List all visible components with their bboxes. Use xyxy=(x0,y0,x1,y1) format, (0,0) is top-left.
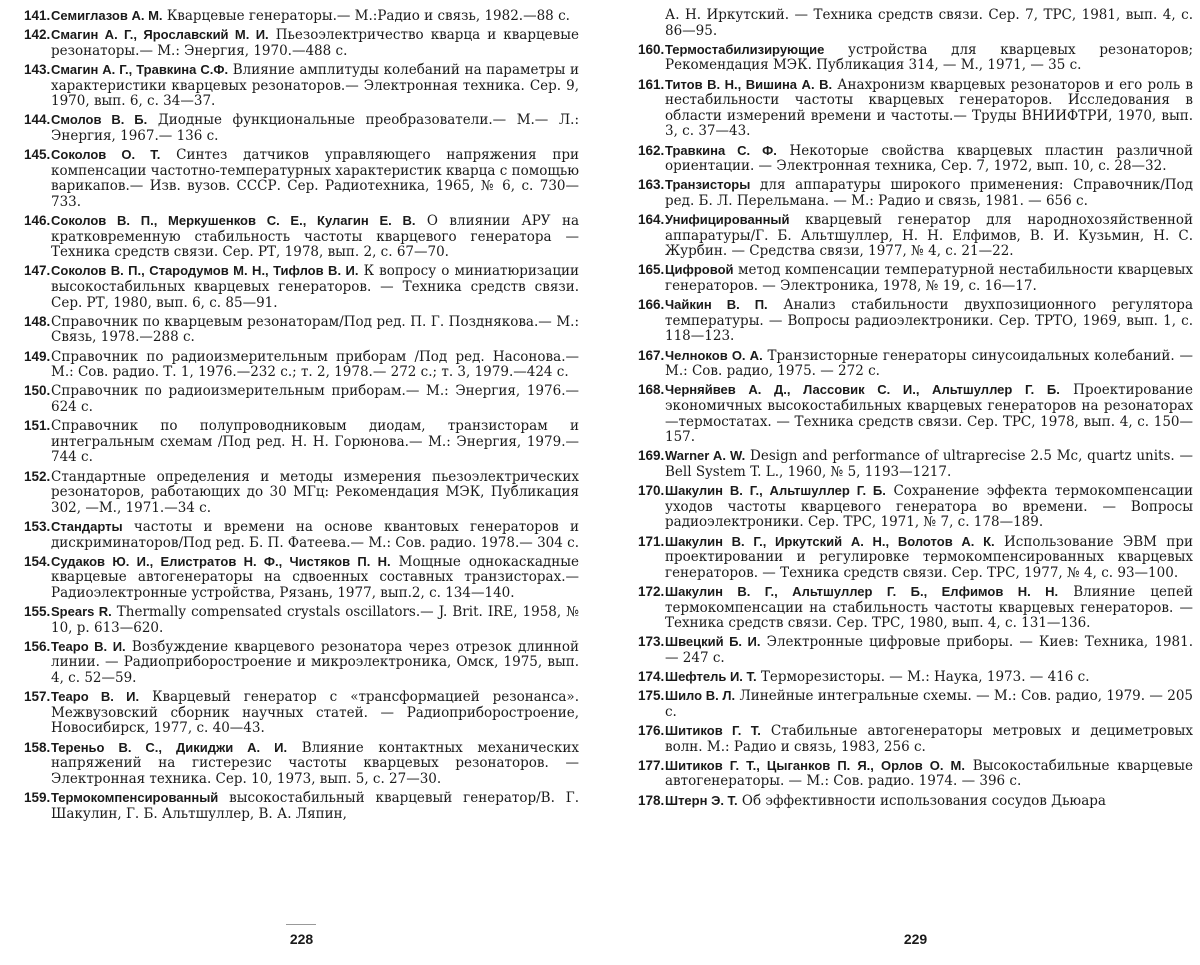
bibliography-entry xyxy=(24,27,579,59)
entry-text: частоты и времени на основе квантовых генераторов и дискриминаторов/Под ред. Б. П. Фатеева.— М.: Сов. радио. 1978.— 304 с. xyxy=(51,518,579,551)
bibliography-entry xyxy=(638,634,1193,666)
entry-text: Использование ЭВМ при проектировании и регулировке термокомпенсированных кварцевых генераторов. — Техника средств связи. Сер. ТРС, 1977, № 4, с. 93—100. xyxy=(665,533,1193,581)
entry-text: Влияние контактных механических напряжений на гистерезис частоты кварцевых резонаторов. — Электронная техника. Сер. 10, 1973, вып. 5, с. 27—30. xyxy=(51,739,579,787)
entry-text: Анализ стабильности двухпозиционного регулятора температуры. — Вопросы радиоэлектроники. Сер. ТРТО, 1969, вып. 1, с. 118—123. xyxy=(665,297,1193,345)
entry-authors: Швецкий Б. И. xyxy=(665,634,761,650)
entry-text: Справочник по кварцевым резонаторам/Под ред. П. Г. Позднякова.— М.: Связь, 1978.—288 с. xyxy=(51,313,579,346)
bibliography-entry xyxy=(24,147,579,210)
bibliography-entry xyxy=(24,519,579,551)
entry-number: 154. xyxy=(24,553,51,569)
entry-authors: Шитиков Г. Т., Цыганков П. Я., Орлов О. М. xyxy=(665,757,965,773)
entry-number: 158. xyxy=(24,739,51,755)
entry-text: Возбуждение кварцевого резонатора через отрезок длинной линии. — Радиоприборостроение и микроэлектроника, Омск, 1975, вып. 4, с. 52—59. xyxy=(51,638,579,687)
entry-number: 175. xyxy=(638,688,665,704)
entry-number: 168. xyxy=(638,382,665,398)
entry-text: Design and performance of ultraprecise 2.5 Mc, quartz units. — Bell System T. L., 1960, № 5, 1193—1217. xyxy=(665,448,1193,480)
entry-authors: Унифицированный xyxy=(665,212,790,228)
entry-text: Кварцевый генератор с «трансформацией резонанса». Межвузовский сборник научных статей. — Радиоприборостроение, Новосибирск, 1977, с. 40—43. xyxy=(51,689,579,737)
entry-number: 161. xyxy=(638,76,665,92)
entry-number: 176. xyxy=(638,723,665,739)
bibliography-entry xyxy=(638,483,1193,531)
bibliography-entry xyxy=(638,262,1193,294)
entry-number: 160. xyxy=(638,41,665,57)
entry-number: 147. xyxy=(24,263,51,279)
entry-text: Справочник по радиоизмерительным приборам.— М.: Энергия, 1976.— 624 с. xyxy=(51,383,579,415)
entry-number: 159. xyxy=(24,790,51,805)
entry-number: 153. xyxy=(24,518,51,534)
bibliography-entry xyxy=(638,584,1193,632)
bibliography-entry xyxy=(24,790,579,822)
entry-authors: Соколов О. Т. xyxy=(51,147,161,163)
entry-authors: Термокомпенсированный xyxy=(51,790,219,805)
bibliography-entry xyxy=(638,448,1193,480)
bibliography-entry xyxy=(638,77,1193,140)
entry-number: 164. xyxy=(638,212,665,228)
bibliography-entry xyxy=(24,314,579,346)
bibliography-entry xyxy=(638,42,1193,74)
entry-text: Некоторые свойства кварцевых пластин различной ориентации. — Электронная техника, Сер. 7, 1972, вып. 10, с. 28—32. xyxy=(665,142,1193,175)
entry-text: Транзисторные генераторы синусоидальных колебаний. — М.: Сов. радио, 1975. — 272 с. xyxy=(665,347,1193,380)
bibliography-entry xyxy=(24,604,579,636)
bibliography-entry xyxy=(24,740,579,788)
entry-number: 169. xyxy=(638,448,665,464)
bibliography-entry xyxy=(24,383,579,415)
entry-text: Стандартные определения и методы измерения пьезоэлектрических резонаторов, работающих до 30 МГц: Рекомендация МЭК, Публикация 302, —М., 1971.—34 с. xyxy=(51,468,579,516)
entry-number: 142. xyxy=(24,27,51,43)
bibliography-entry xyxy=(24,349,579,381)
entry-authors: Шефтель И. Т. xyxy=(665,669,757,685)
entry-number: 145. xyxy=(24,147,51,163)
entry-authors: Семиглазов А. М. xyxy=(51,8,163,23)
entry-authors: Челноков О. А. xyxy=(665,347,763,363)
bibliography-entry xyxy=(24,8,579,25)
entry-text: Справочник по радиоизмерительным приборам /Под ред. Насонова.— М.: Сов. радио. Т. 1, 1976.—232 с.; т. 2, 1978.— 272 с.; т. 3, 1979.—424 с. xyxy=(51,348,579,381)
bibliography-entry xyxy=(638,688,1193,720)
entry-authors: Теаро В. И. xyxy=(51,689,140,705)
entry-text: Влияние цепей термокомпенсации на стабильность частоты кварцевых генераторов. — Техника средств связи. Сер. ТРС, 1980, вып. 4, с. 131—136. xyxy=(665,583,1193,632)
entry-authors: Warner A. W. xyxy=(665,448,746,464)
entry-authors: Шакулин В. Г., Иркутский А. Н., Волотов А. К. xyxy=(665,533,995,549)
right-page-bibliography xyxy=(638,8,1193,923)
left-page-bibliography xyxy=(24,8,579,923)
entry-authors: Стандарты xyxy=(51,518,123,534)
bibliography-entry xyxy=(24,112,579,144)
entry-text: высокостабильный кварцевый генератор/В. Г. Шакулин, Г. Б. Альтшуллер, В. А. Ляпин, xyxy=(51,790,579,822)
bibliography-entry xyxy=(24,62,579,110)
entry-text: кварцевый генератор для народнохозяйственной аппаратуры/Г. Б. Альтшуллер, Н. Н. Елфимов, В. И. Кузьмин, Н. С. Журбин. — Средства связи, 1977, № 4, с. 21—22. xyxy=(665,212,1193,260)
entry-text: Терморезисторы. — М.: Наука, 1973. — 416 с. xyxy=(756,669,1090,686)
right-page xyxy=(638,8,1193,958)
entry-text: Мощные однокаскадные кварцевые автогенераторы на сдвоенных составных транзисторах.— Радиоэлектронные устройства, Рязань, 1977, вып.2, с. 134—140. xyxy=(51,553,579,601)
entry-authors: Травкина С. Ф. xyxy=(665,142,777,158)
entry-number: 150. xyxy=(24,383,51,399)
bibliography-entry xyxy=(24,213,579,261)
entry-text: Высокостабильные кварцевые автогенераторы. — М.: Сов. радио. 1974. — 396 с. xyxy=(665,757,1193,790)
entry-number: 178. xyxy=(638,792,665,808)
bibliography-entry xyxy=(638,534,1193,582)
entry-number: 143. xyxy=(24,61,51,77)
entry-number: 177. xyxy=(638,757,665,773)
entry-number: 151. xyxy=(24,418,51,434)
entry-number: 144. xyxy=(24,112,51,128)
entry-number: 173. xyxy=(638,634,665,650)
entry-text: Диодные функциональные преобразователи.— М.— Л.: Энергия, 1967.— 136 с. xyxy=(51,112,579,144)
entry-number: 171. xyxy=(638,533,665,549)
bibliography-entry xyxy=(638,669,1193,686)
bibliography-entry xyxy=(638,177,1193,209)
entry-authors: Смагин А. Г., Ярославский М. И. xyxy=(51,27,269,43)
entry-text: Сохранение эффекта термокомпенсации уходов частоты кварцевого генератора во времени. — Вопросы радиоэлектроники. Сер. ТРС, 1971, № 7, с. 178—189. xyxy=(665,483,1193,531)
entry-text: Стабильные автогенераторы метровых и дециметровых волн. М.: Радио и связь, 1983, 256 с. xyxy=(665,723,1193,755)
page-number: 228 xyxy=(289,931,314,947)
entry-number: 172. xyxy=(638,583,665,599)
entry-number: 152. xyxy=(24,468,51,484)
entry-text: устройства для кварцевых резонаторов; Рекомендация МЭК. Публикация 314, — М., 1971, — 35 с. xyxy=(665,41,1193,74)
entry-authors: Шитиков Г. Т. xyxy=(665,723,761,739)
entry-text: Пьезоэлектричество кварца и кварцевые резонаторы.— М.: Энергия, 1970.—488 с. xyxy=(51,27,579,59)
entry-number: 146. xyxy=(24,213,51,229)
entry-authors: Шило В. Л. xyxy=(665,688,736,704)
entry-authors: Штерн Э. Т. xyxy=(665,792,738,808)
entry-text: Электронные цифровые приборы. — Киев: Техника, 1981. — 247 с. xyxy=(665,634,1193,666)
entry-text: Влияние амплитуды колебаний на параметры и характеристики кварцевых резонаторов.— Электронная техника. Сер. 9, 1970, вып. 6, с. 34—37. xyxy=(51,61,579,110)
entry-text: Проектирование экономичных высокостабильных кварцевых генераторов на резонаторах—термостатах. — Техника средств связи. Сер. ТРС, 1978, вып. 4, с. 150—157. xyxy=(665,382,1193,446)
bibliography-entry xyxy=(24,469,579,517)
entry-authors: Транзисторы xyxy=(665,177,751,193)
entry-number: 166. xyxy=(638,297,665,313)
bibliography-entry xyxy=(24,418,579,466)
entry-authors: Чайкин В. П. xyxy=(665,297,768,313)
bibliography-entry xyxy=(24,639,579,687)
entry-authors: Цифровой xyxy=(665,262,734,278)
entry-authors: Шакулин В. Г., Альтшуллер Г. Б., Елфимов Н. Н. xyxy=(665,583,1059,599)
entry-authors: Шакулин В. Г., Альтшуллер Г. Б. xyxy=(665,483,886,499)
bibliography-entry xyxy=(24,689,579,737)
entry-number: 163. xyxy=(638,177,665,193)
entry-text: Об эффективности использования сосудов Дьюара xyxy=(737,792,1106,809)
entry-text: Линейные интегральные схемы. — М.: Сов. радио, 1979. — 205 с. xyxy=(665,688,1193,720)
entry-text: для аппаратуры широкого применения: Справочник/Под ред. Б. Л. Перельмана. — М.: Радио и связь, 1981. — 656 с. xyxy=(665,177,1193,209)
entry-number: 165. xyxy=(638,262,665,278)
continued-entry: А. Н. Иркутский. — Техника средств связи. Сер. 7, ТРС, 1981, вып. 4, с. 86—95. xyxy=(665,8,1193,39)
entry-authors: Теаро В. И. xyxy=(51,638,126,654)
entry-text: К вопросу о миниатюризации высокостабильных кварцевых генераторов. — Техника средств связи. Сер. РТ, 1980, вып. 6, с. 85—91. xyxy=(51,263,579,311)
entry-text: Кварцевые генераторы.— М.:Радио и связь, 1982.—88 с. xyxy=(162,8,570,24)
bibliography-entry xyxy=(638,382,1193,445)
entry-number: 149. xyxy=(24,348,51,364)
entry-number: 155. xyxy=(24,604,51,620)
entry-number: 156. xyxy=(24,638,51,654)
entry-authors: Соколов В. П., Меркушенков С. Е., Кулагин Е. В. xyxy=(51,213,416,229)
bibliography-entry xyxy=(638,793,1193,810)
page-number-rule xyxy=(286,924,316,925)
entry-number: 157. xyxy=(24,689,51,705)
entry-number: 170. xyxy=(638,483,665,499)
bibliography-entry xyxy=(638,348,1193,380)
entry-authors: Термостабилизирующие xyxy=(665,41,825,57)
entry-number: 141. xyxy=(24,8,51,23)
entry-authors: Смолов В. Б. xyxy=(51,112,148,128)
entry-text: Thermally compensated crystals oscillators.— J. Brit. IRE, 1958, № 10, p. 613—620. xyxy=(51,604,579,636)
entry-authors: Титов В. Н., Вишина А. В. xyxy=(665,76,833,92)
entry-authors: Судаков Ю. И., Елистратов Н. Ф., Чистяков П. Н. xyxy=(51,553,391,569)
entry-text: О влиянии АРУ на кратковременную стабильность частоты кварцевого генератора — Техника средств связи. Сер. РТ, 1978, вып. 2, с. 67—70. xyxy=(51,213,579,261)
entry-number: 174. xyxy=(638,669,665,685)
entry-authors: Черняйвев А. Д., Лассовик С. И., Альтшуллер Г. Б. xyxy=(665,382,1060,398)
entry-number: 162. xyxy=(638,142,665,158)
entry-text: метод компенсации температурной нестабильности кварцевых генераторов. — Электроника, 1978, № 19, с. 16—17. xyxy=(665,262,1193,295)
entry-authors: Spears R. xyxy=(51,604,112,620)
page-number: 229 xyxy=(903,931,928,947)
entry-text: Справочник по полупроводниковым диодам, транзисторам и интегральным схемам /Под ред. Н. Н. Горюнова.— М.: Энергия, 1979.—744 с. xyxy=(51,418,579,466)
bibliography-entry xyxy=(638,212,1193,260)
left-page xyxy=(24,8,579,958)
entry-number: 148. xyxy=(24,313,51,329)
entry-number: 167. xyxy=(638,347,665,363)
bibliography-entry xyxy=(638,143,1193,175)
entry-authors: Тереньо В. С., Дикиджи А. И. xyxy=(51,739,288,755)
entry-authors: Смагин А. Г., Травкина С.Ф. xyxy=(51,61,229,77)
bibliography-entry xyxy=(638,723,1193,755)
bibliography-entry xyxy=(638,297,1193,345)
entry-text: Синтез датчиков управляющего напряжения при компенсации частотно-температурных характеристик кварца с помощью варикапов.— Изв. вузов. СССР. Сер. Радиотехника, 1965, № 6, с. 730—733. xyxy=(51,147,579,210)
bibliography-entry xyxy=(24,263,579,311)
bibliography-entry xyxy=(24,554,579,602)
entry-text: Анахронизм кварцевых резонаторов и его роль в нестабильности частоты кварцевых генераторов. Исследования в области измерений времени и частоты.— Труды ВНИИФТРИ, 1970, вып. 3, с. 37—43. xyxy=(665,76,1193,140)
bibliography-entry xyxy=(638,758,1193,790)
entry-authors: Соколов В. П., Стародумов М. Н., Тифлов В. И. xyxy=(51,263,359,279)
